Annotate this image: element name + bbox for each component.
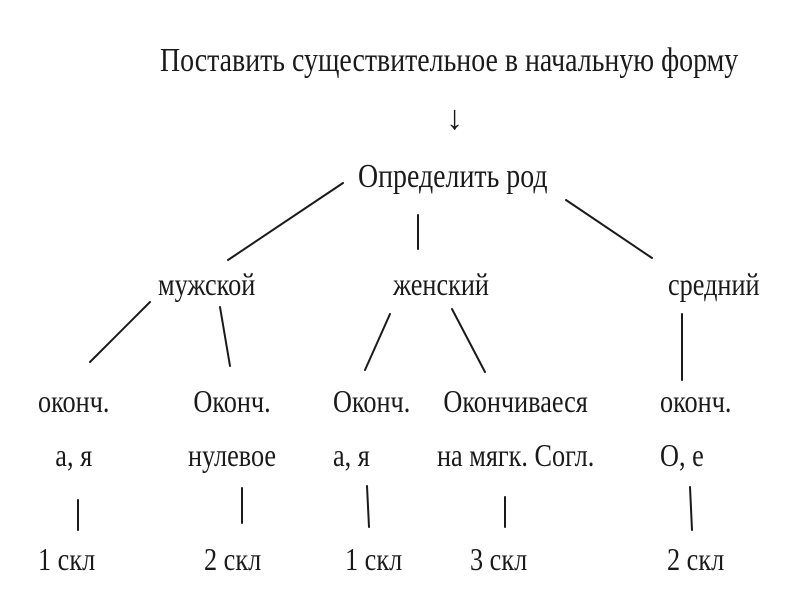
gender-neuter: средний: [668, 266, 760, 302]
ending-line: а, я: [55, 437, 93, 473]
determine-gender-step: Определить род: [358, 158, 548, 195]
ending-line: нулевое: [188, 437, 277, 473]
edge-feminine-to-ending-soft: [452, 309, 485, 372]
ending-neuter-o-e: [660, 374, 731, 482]
edge-feminine-to-ending-a: [365, 314, 390, 370]
ending-fem-a-ya: [333, 374, 410, 482]
edge-ending-oe-to-decl-2: [690, 487, 692, 530]
declension-2-neuter: 2 скл: [667, 541, 725, 577]
ending-masc-zero: [188, 374, 276, 482]
edge-rod-to-masculine: [228, 183, 343, 260]
edge-fem-ending-a-to-decl-1: [367, 486, 369, 527]
gender-masculine: мужской: [158, 266, 256, 302]
gender-feminine: женский: [393, 266, 489, 302]
ending-line: Оконч.: [193, 383, 271, 419]
declension-1-fem: 1 скл: [345, 541, 403, 577]
ending-line: на мягк. Согл.: [437, 437, 595, 473]
ending-line: Оконч.: [333, 383, 411, 419]
ending-fem-soft-consonant: [437, 374, 594, 482]
declension-1-masc: 1 скл: [38, 541, 96, 577]
edge-rod-to-neuter: [566, 200, 652, 258]
edge-masculine-to-ending-a: [90, 302, 150, 362]
ending-line: а, я: [333, 437, 370, 473]
ending-line: оконч.: [660, 383, 732, 419]
ending-line: оконч.: [38, 383, 110, 419]
declension-3-fem: 3 скл: [470, 541, 528, 577]
ending-line: Окончиваеся: [443, 383, 588, 419]
ending-line: О, е: [660, 437, 704, 473]
edge-masculine-to-ending-zero: [220, 307, 230, 366]
root-instruction: Поставить существительное в начальную форму: [160, 42, 739, 79]
declension-2-masc: 2 скл: [204, 541, 262, 577]
down-arrow-icon: ↓: [446, 100, 463, 137]
ending-masc-a-ya: [38, 374, 109, 482]
